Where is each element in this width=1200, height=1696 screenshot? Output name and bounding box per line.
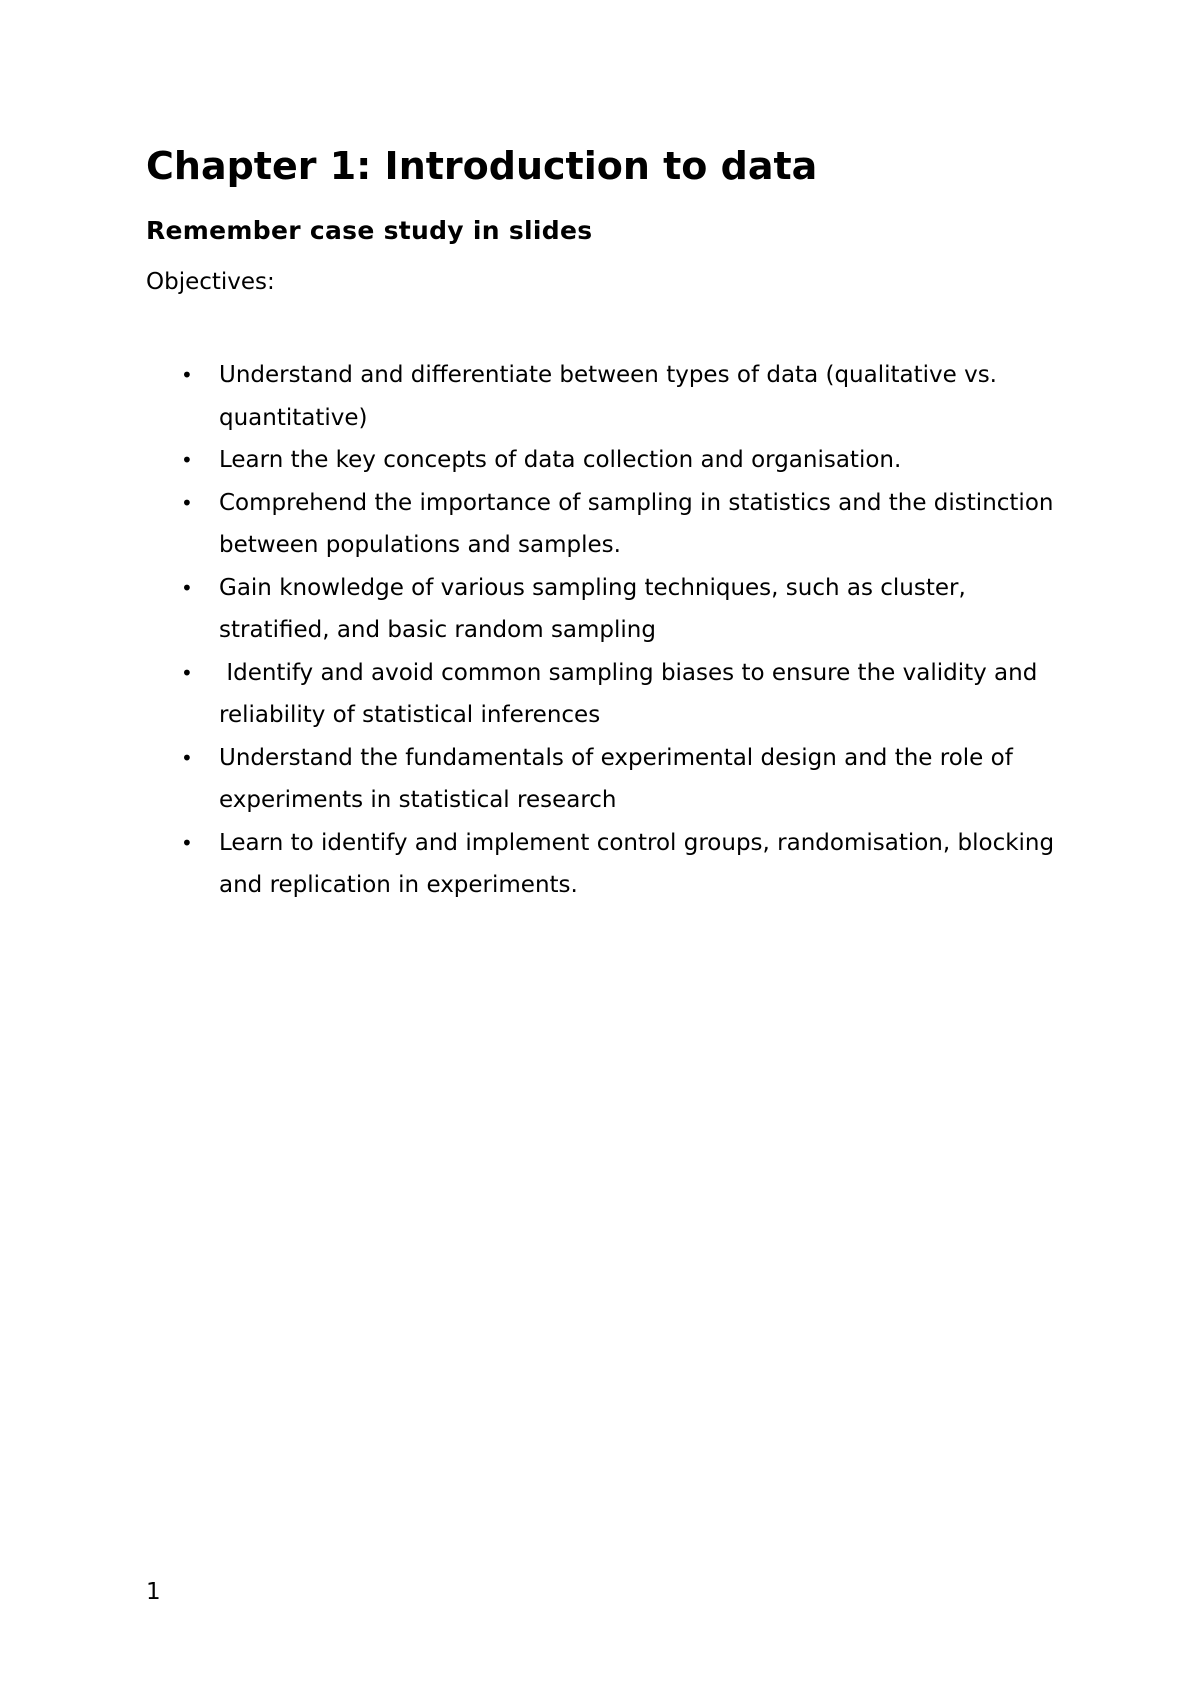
list-item <box>181 439 1079 482</box>
list-item-text: Learn to identify and implement control groups, randomisation, blocking and replication in experiments. <box>219 829 1055 898</box>
list-item-text: Comprehend the importance of sampling in statistics and the distinction between populations and samples. <box>219 489 1054 558</box>
list-item-text: Identify and avoid common sampling biases to ensure the validity and reliability of statistical inferences <box>219 659 1045 728</box>
list-item-text: Gain knowledge of various sampling techniques, such as cluster, stratified, and basic random sampling <box>219 574 966 643</box>
bullet-icon: • <box>181 660 193 685</box>
objectives-label: Objectives: <box>146 269 275 295</box>
bullet-icon: • <box>181 363 193 387</box>
page-subtitle: Remember case study in slides <box>146 216 593 245</box>
bullet-icon: • <box>181 575 193 600</box>
bullet-icon: • <box>181 490 193 515</box>
list-item <box>181 737 1079 822</box>
list-item-text: Learn the key concepts of data collection and organisation. <box>219 447 902 473</box>
list-item <box>181 652 1079 737</box>
bullet-icon: • <box>181 745 193 770</box>
list-item <box>181 567 1079 652</box>
page-number: 1 <box>146 1579 161 1605</box>
list-item-text: Understand and differentiate between types of data (qualitative vs. quantitative) <box>219 362 997 431</box>
list-item-text: Understand the fundamentals of experimental design and the role of experiments in statistical research <box>219 744 1013 813</box>
objectives-list <box>181 354 1079 907</box>
list-item <box>181 822 1079 907</box>
list-item <box>181 354 1079 439</box>
list-item <box>181 482 1079 567</box>
page-title: Chapter 1: Introduction to data <box>146 144 818 188</box>
bullet-icon: • <box>181 448 193 472</box>
bullet-icon: • <box>181 830 193 855</box>
